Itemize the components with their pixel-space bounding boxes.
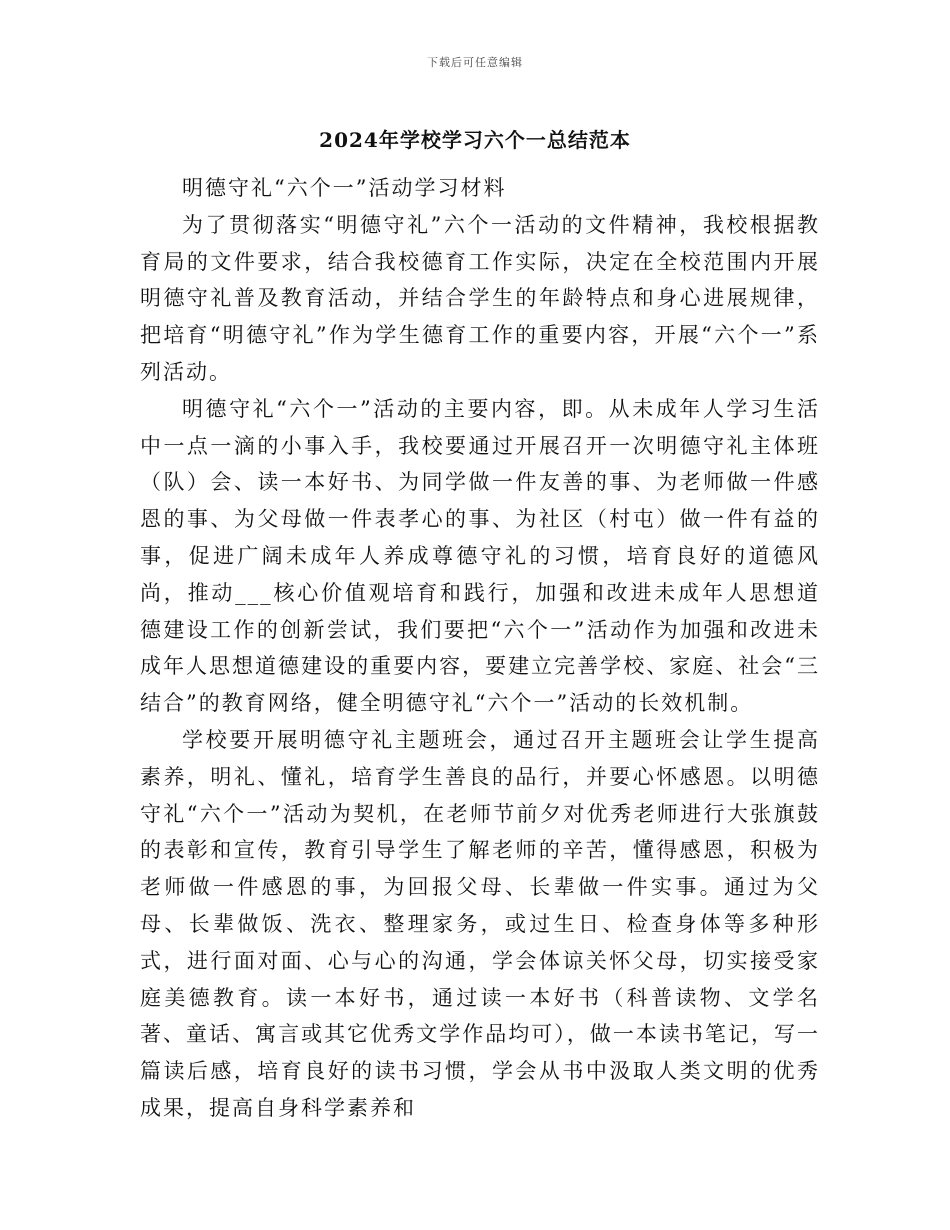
- paragraph: 明德守礼“六个一”活动的主要内容，即。从未成年人学习生活中一点一滴的小事入手，我校要通过开展召开一次明德守礼主体班（队）会、读一本好书、为同学做一件友善的事、为老师做一件感恩的事、为父母做一件表孝心的事、为社区（村屯）做一件有益的事，促进广阔未成年人养成尊德守礼的习惯，培育良好的道德风尚，推动___核心价值观培育和践行，加强和改进未成年人思想道德建设工作的创新尝试，我们要把“六个一”活动作为加强和改进未成年人思想道德建设的重要内容，要建立完善学校、家庭、社会“三结合”的教育网络，健全明德守礼“六个一”活动的长效机制。: [140, 396, 820, 716]
- download-note: 下载后可任意编辑: [427, 56, 523, 69]
- paragraph: 学校要开展明德守礼主题班会，通过召开主题班会让学生提高素养，明礼、懂礼，培育学生善良的品行，并要心怀感恩。以明德守礼“六个一”活动为契机，在老师节前夕对优秀老师进行大张旗鼓的表彰和宣传，教育引导学生了解老师的辛苦，懂得感恩，积极为老师做一件感恩的事，为回报父母、长辈做一件实事。通过为父母、长辈做饭、洗衣、整理家务，或过生日、检查身体等多种形式，进行面对面、心与心的沟通，学会体谅关怀父母，切实接受家庭美德教育。读一本好书，通过读一本好书（科普读物、文学名著、童话、寓言或其它优秀文学作品均可），做一本读书笔记，写一篇读后感，培育良好的读书习惯，学会从书中汲取人类文明的优秀成果，提高自身科学素养和: [140, 727, 820, 1120]
- document-body: [140, 170, 820, 1127]
- paragraph: 为了贯彻落实“明德守礼”六个一活动的文件精神，我校根据教育局的文件要求，结合我校德育工作实际，决定在全校范围内开展明德守礼普及教育活动，并结合学生的年龄特点和身心进展规律，把培育“明德守礼”作为学生德育工作的重要内容，开展“六个一”系列活动。: [140, 212, 820, 384]
- document-title: 2024年学校学习六个一总结范本: [319, 128, 631, 152]
- paragraph-subtitle: 明德守礼“六个一”活动学习材料: [182, 176, 507, 200]
